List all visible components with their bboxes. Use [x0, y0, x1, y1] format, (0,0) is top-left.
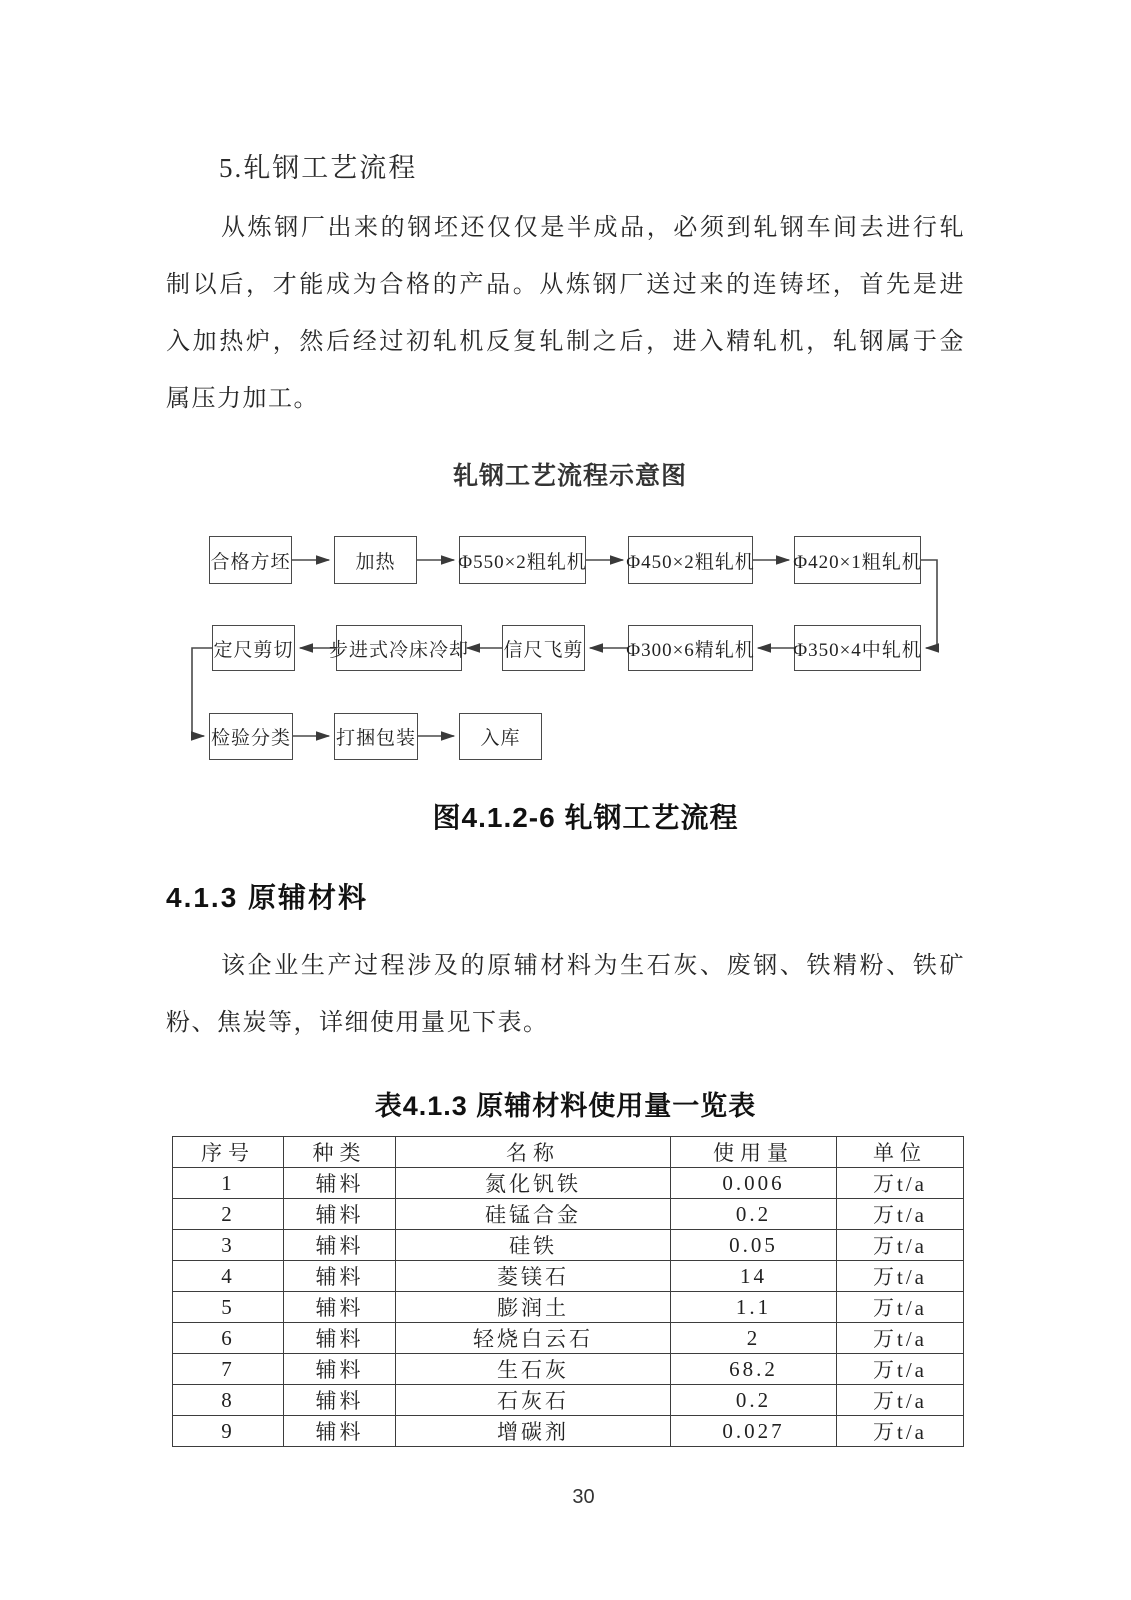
- table-cell: 1.1: [671, 1292, 837, 1323]
- table-cell: 辅料: [284, 1199, 396, 1230]
- column-header: 名称: [396, 1137, 671, 1168]
- section-heading-413: 4.1.3 原辅材料: [166, 882, 369, 913]
- paragraph-line: 从炼钢厂出来的钢坯还仅仅是半成品，必须到轧钢车间去进行轧: [221, 215, 965, 241]
- table-row: [173, 1230, 964, 1261]
- table-header-row: [173, 1137, 964, 1168]
- table-cell: 辅料: [284, 1416, 396, 1447]
- table-cell: 辅料: [284, 1261, 396, 1292]
- table-cell: 5: [173, 1292, 284, 1323]
- flowchart-box: 入库: [459, 713, 542, 760]
- table-cell: 辅料: [284, 1230, 396, 1261]
- table-cell: 氮化钒铁: [396, 1168, 671, 1199]
- table-cell: 0.05: [671, 1230, 837, 1261]
- figure-caption: 图4.1.2-6 轧钢工艺流程: [432, 802, 739, 833]
- table-row: [173, 1292, 964, 1323]
- table-cell: 增碳剂: [396, 1416, 671, 1447]
- flowchart-box: Φ550×2粗轧机: [459, 536, 586, 584]
- column-header: 种类: [284, 1137, 396, 1168]
- table-cell: 68.2: [671, 1354, 837, 1385]
- flowchart-box: Φ300×6精轧机: [628, 625, 753, 671]
- materials-table: [172, 1136, 964, 1447]
- table-cell: 硅铁: [396, 1230, 671, 1261]
- column-header: 使用量: [671, 1137, 837, 1168]
- flowchart-box: 加热: [334, 536, 417, 584]
- flowchart-title: 轧钢工艺流程示意图: [453, 462, 688, 490]
- flowchart-box: 信尺飞剪: [502, 625, 585, 671]
- table-cell: 万t/a: [837, 1230, 964, 1261]
- flowchart-box: 检验分类: [209, 713, 293, 760]
- paragraph-line: 属压力加工。: [166, 386, 319, 412]
- table-cell: 生石灰: [396, 1354, 671, 1385]
- table-cell: 菱镁石: [396, 1261, 671, 1292]
- table-cell: 辅料: [284, 1385, 396, 1416]
- table-row: [173, 1354, 964, 1385]
- table-cell: 2: [173, 1199, 284, 1230]
- flowchart-box: Φ350×4中轧机: [794, 625, 921, 671]
- paragraph-line: 制以后，才能成为合格的产品。从炼钢厂送过来的连铸坯，首先是进: [166, 272, 965, 298]
- table-title: 表4.1.3 原辅材料使用量一览表: [374, 1091, 757, 1121]
- flowchart-box: 合格方坯: [209, 536, 292, 584]
- flowchart-box: 打捆包装: [334, 713, 418, 760]
- table-cell: 8: [173, 1385, 284, 1416]
- table-cell: 9: [173, 1416, 284, 1447]
- table-cell: 0.2: [671, 1199, 837, 1230]
- body-paragraph-2: [166, 938, 965, 1052]
- table-cell: 硅锰合金: [396, 1199, 671, 1230]
- table-row: [173, 1385, 964, 1416]
- page-number: 30: [572, 1486, 595, 1508]
- table-cell: 万t/a: [837, 1354, 964, 1385]
- table-cell: 辅料: [284, 1354, 396, 1385]
- table-cell: 膨润土: [396, 1292, 671, 1323]
- table-row: [173, 1199, 964, 1230]
- table-cell: 万t/a: [837, 1323, 964, 1354]
- paragraph-line: 入加热炉，然后经过初轧机反复轧制之后，进入精轧机，轧钢属于金: [166, 329, 965, 355]
- table-cell: 万t/a: [837, 1168, 964, 1199]
- paragraph-line: 粉、焦炭等，详细使用量见下表。: [166, 1010, 549, 1036]
- table-cell: 万t/a: [837, 1292, 964, 1323]
- table-cell: 2: [671, 1323, 837, 1354]
- table-cell: 0.2: [671, 1385, 837, 1416]
- table-cell: 万t/a: [837, 1199, 964, 1230]
- flowchart-box: Φ450×2粗轧机: [628, 536, 753, 584]
- table-cell: 轻烧白云石: [396, 1323, 671, 1354]
- table-row: [173, 1323, 964, 1354]
- table-cell: 7: [173, 1354, 284, 1385]
- section-heading-5: 5.轧钢工艺流程: [219, 153, 418, 183]
- table-cell: 万t/a: [837, 1261, 964, 1292]
- table-row: [173, 1416, 964, 1447]
- table-cell: 4: [173, 1261, 284, 1292]
- table-cell: 14: [671, 1261, 837, 1292]
- table-cell: 1: [173, 1168, 284, 1199]
- column-header: 序号: [173, 1137, 284, 1168]
- flowchart-box: Φ420×1粗轧机: [794, 536, 921, 584]
- table-cell: 石灰石: [396, 1385, 671, 1416]
- table-row: [173, 1168, 964, 1199]
- rolling-process-flowchart: [185, 530, 950, 775]
- flowchart-box: 步进式冷床冷却: [336, 625, 462, 671]
- paragraph-line: 该企业生产过程涉及的原辅材料为生石灰、废钢、铁精粉、铁矿: [221, 953, 965, 979]
- table-cell: 0.006: [671, 1168, 837, 1199]
- table-cell: 0.027: [671, 1416, 837, 1447]
- table-cell: 万t/a: [837, 1416, 964, 1447]
- flowchart-box: 定尺剪切: [212, 625, 295, 671]
- table-cell: 6: [173, 1323, 284, 1354]
- column-header: 单位: [837, 1137, 964, 1168]
- table-row: [173, 1261, 964, 1292]
- table-cell: 辅料: [284, 1292, 396, 1323]
- body-paragraph-1: [166, 200, 965, 428]
- table-cell: 万t/a: [837, 1385, 964, 1416]
- table-cell: 辅料: [284, 1323, 396, 1354]
- table-cell: 辅料: [284, 1168, 396, 1199]
- table-cell: 3: [173, 1230, 284, 1261]
